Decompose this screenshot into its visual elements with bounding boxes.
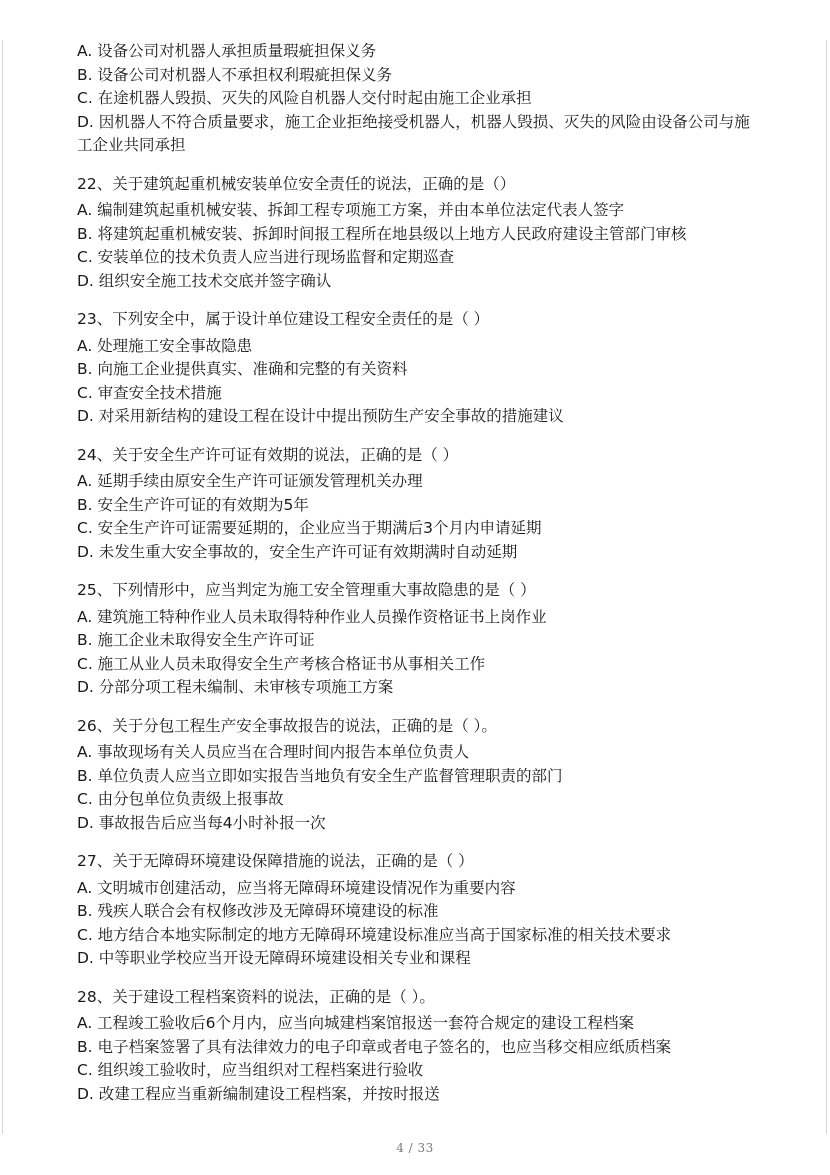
option-b: B. 将建筑起重机械安装、拆卸时间报工程所在地县级以上地方人民政府建设主管部门审核 — [77, 224, 687, 243]
question-title: 28、关于建设工程档案资料的说法，正确的是（ ）。 — [77, 987, 435, 1006]
option-b: B. 设备公司对机器人不承担权利瑕疵担保义务 — [77, 65, 392, 84]
option-b: B. 向施工企业提供真实、准确和完整的有关资料 — [77, 360, 408, 378]
option-c: C. 组织竣工验收时，应当组织对工程档案进行验收 — [77, 1061, 424, 1079]
question-28 — [77, 986, 761, 1107]
option-a: A. 设备公司对机器人承担质量瑕疵担保义务 — [77, 42, 377, 60]
question-27 — [77, 850, 761, 971]
option-d: D. 中等职业学校应当开设无障碍环境建设相关专业和课程 — [77, 949, 471, 967]
question-title: 26、关于分包工程生产安全事故报告的说法，正确的是（ ）。 — [77, 716, 497, 735]
option-a: A. 处理施工安全事故隐患 — [77, 336, 253, 355]
question-25 — [77, 579, 761, 700]
question-26 — [77, 715, 761, 836]
page-indicator: 4 / 33 — [396, 1141, 434, 1155]
option-b: B. 残疾人联合会有权修改涉及无障碍环境建设的标准 — [77, 902, 439, 920]
question-24 — [77, 444, 761, 565]
option-c: C. 在途机器人毁损、灭失的风险自机器人交付时起由施工企业承担 — [77, 89, 532, 107]
option-a: A. 编制建筑起重机械安装、拆卸工程专项施工方案，并由本单位法定代表人签字 — [77, 201, 625, 219]
option-c: C. 由分包单位负责级上报事故 — [77, 790, 284, 808]
option-d: D. 事故报告后应当每4小时补报一次 — [77, 813, 326, 832]
option-c: C. 审查安全技术措施 — [77, 383, 222, 402]
option-b: B. 施工企业未取得安全生产许可证 — [77, 631, 315, 649]
question-title: 23、下列安全中，属于设计单位建设工程安全责任的是（ ） — [77, 310, 490, 328]
option-b: B. 单位负责人应当立即如实报告当地负有安全生产监督管理职责的部门 — [77, 766, 563, 785]
option-d: D. 分部分项工程未编制、未审核专项施工方案 — [77, 678, 394, 696]
option-d: D. 改建工程应当重新编制建设工程档案，并按时报送 — [77, 1084, 440, 1103]
option-c: C. 安全生产许可证需要延期的，企业应当于期满后3个月内申请延期 — [77, 519, 542, 537]
option-a: A. 事故现场有关人员应当在合理时间内报告本单位负责人 — [77, 743, 470, 761]
question-23 — [77, 308, 761, 429]
option-c: C. 施工从业人员未取得安全生产考核合格证书从事相关工作 — [77, 654, 486, 673]
option-c: C. 地方结合本地实际制定的地方无障碍环境建设标准应当高于国家标准的相关技术要求 — [77, 925, 672, 944]
option-d: D. 对采用新结构的建设工程在设计中提出预防生产安全事故的措施建议 — [77, 407, 564, 425]
option-c: C. 安装单位的技术负责人应当进行现场监督和定期巡查 — [77, 248, 455, 266]
option-b: B. 电子档案签署了具有法律效力的电子印章或者电子签名的，也应当移交相应纸质档案 — [77, 1037, 671, 1056]
question-title: 22、关于建筑起重机械安装单位安全责任的说法，正确的是（） — [77, 174, 516, 193]
option-a: A. 工程竣工验收后6个月内，应当向城建档案馆报送一套符合规定的建设工程档案 — [77, 1014, 635, 1032]
document-page — [2, 40, 827, 1134]
option-d: D. 组织安全施工技术交底并签字确认 — [77, 271, 332, 290]
question-22 — [77, 173, 761, 294]
page-content — [77, 40, 761, 1106]
question-title: 24、关于安全生产许可证有效期的说法，正确的是（ ） — [77, 445, 459, 464]
option-d: D. 未发生重大安全事故的，安全生产许可证有效期满时自动延期 — [77, 542, 518, 561]
option-d: D. 因机器人不符合质量要求，施工企业拒绝接受机器人，机器人毁损、灭失的风险由设备公司与施工企业共同承担 — [77, 112, 750, 154]
continued-options — [77, 40, 761, 158]
option-a: A. 文明城市创建活动，应当将无障碍环境建设情况作为重要内容 — [77, 878, 516, 897]
option-b: B. 安全生产许可证的有效期为5年 — [77, 495, 309, 514]
option-a: A. 建筑施工特种作业人员未取得特种作业人员操作资格证书上岗作业 — [77, 607, 547, 626]
option-a: A. 延期手续由原安全生产许可证颁发管理机关办理 — [77, 472, 423, 490]
question-title: 25、下列情形中，应当判定为施工安全管理重大事故隐患的是（ ） — [77, 581, 536, 599]
question-title: 27、关于无障碍环境建设保障措施的说法，正确的是（ ） — [77, 852, 474, 870]
